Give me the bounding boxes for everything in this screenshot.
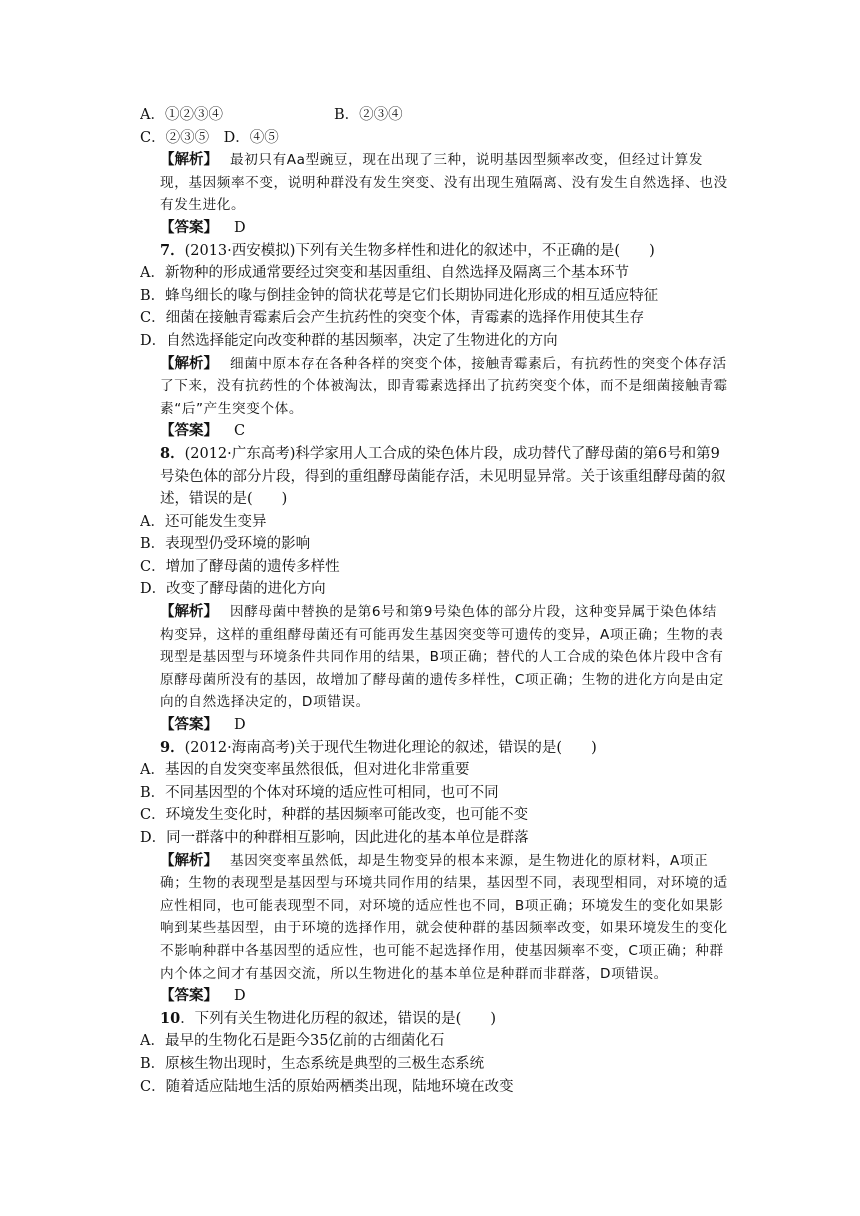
q8-stem bbox=[140, 443, 730, 511]
q6-option-a: A．①②③④ bbox=[140, 107, 223, 123]
q8-source: (2012·广东高考) bbox=[184, 445, 296, 462]
q6-analysis bbox=[140, 149, 730, 217]
q8-option-c: C．增加了酵母菌的遗传多样性 bbox=[140, 558, 340, 575]
q6-answer bbox=[140, 217, 730, 240]
q8-analysis-text: 因酵母菌中替换的是第6号和第9号染色体的部分片段，这种变异属于染色体结构变异，这样的重组酵母菌还有可能再发生基因突变等可遗传的变异，A项正确；生物的表现型是基因型与环境条件共同作用的结果，B项正确；替代的人工合成的染色体片段中含有原酵母菌所没有的基因，故增加了酵母菌的遗传多样性，C项正确；生物的进化方向是由定向的自然选择决定的，D项错误。 bbox=[160, 604, 724, 711]
q8-stem-text: 科学家用人工合成的染色体片段，成功替代了酵母菌的第6号和第9号染色体的部分片段，得到的重组酵母菌能存活，未见明显异常。关于该重组酵母菌的叙述，错误的是( ) bbox=[160, 445, 726, 508]
q10-stem bbox=[140, 1008, 730, 1031]
q8-answer bbox=[140, 714, 730, 737]
q7-source: (2013·西安模拟) bbox=[184, 242, 296, 259]
q7-stem bbox=[140, 240, 730, 263]
q6-answer-value: D bbox=[234, 219, 246, 236]
q9-stem bbox=[140, 737, 730, 760]
q10-option-c: C．随着适应陆地生活的原始两栖类出现，陆地环境在改变 bbox=[140, 1078, 514, 1095]
analysis-tag: 【解析】 bbox=[160, 851, 218, 869]
q6-options-cd: C．②③⑤ D．④⑤ bbox=[140, 129, 279, 146]
q7-number: 7． bbox=[160, 241, 185, 259]
answer-tag: 【答案】 bbox=[160, 218, 218, 236]
q6-option-b: B．②③④ bbox=[334, 107, 403, 123]
analysis-tag: 【解析】 bbox=[160, 151, 218, 169]
q10-option-b: B．原核生物出现时，生态系统是典型的三极生态系统 bbox=[140, 1055, 485, 1072]
answer-tag: 【答案】 bbox=[160, 422, 218, 440]
q7-answer bbox=[140, 420, 730, 443]
q6-analysis-text: 最初只有Aa型豌豆，现在出现了三种，说明基因型频率改变，但经过计算发现，基因频率不变，说明种群没有发生突变、没有出现生殖隔离、没有发生自然选择、也没有发生进化。 bbox=[160, 152, 728, 214]
q8-option-a: A．还可能发生变异 bbox=[140, 513, 267, 530]
q9-option-a: A．基因的自发突变率虽然很低，但对进化非常重要 bbox=[140, 762, 470, 779]
q10-stem-text: ．下列有关生物进化历程的叙述，错误的是( ) bbox=[180, 1010, 496, 1027]
q9-analysis bbox=[140, 850, 730, 986]
q8-option-b: B．表现型仍受环境的影响 bbox=[140, 536, 311, 553]
q8-number: 8． bbox=[160, 444, 185, 462]
q8-answer-value: D bbox=[234, 717, 246, 734]
q8-analysis bbox=[140, 601, 730, 714]
document-body bbox=[140, 104, 730, 1098]
answer-tag: 【答案】 bbox=[160, 716, 218, 734]
q9-answer-value: D bbox=[234, 988, 246, 1005]
q7-analysis-text: 细菌中原本存在各种各样的突变个体，接触青霉素后，有抗药性的突变个体存活了下来，没有抗药性的个体被淘汰，即青霉素选择出了抗药突变个体，而不是细菌接触青霉素“后”产生突变个体。 bbox=[160, 355, 728, 417]
answer-tag: 【答案】 bbox=[160, 987, 218, 1005]
q6-options-ab bbox=[140, 104, 730, 127]
q9-option-b: B．不同基因型的个体对环境的适应性可相同，也可不同 bbox=[140, 784, 499, 801]
q7-option-c: C．细菌在接触青霉素后会产生抗药性的突变个体，青霉素的选择作用使其生存 bbox=[140, 310, 645, 327]
q9-stem-text: 关于现代生物进化理论的叙述，错误的是( ) bbox=[295, 739, 597, 756]
q9-option-c: C．环境发生变化时，种群的基因频率可能改变，也可能不变 bbox=[140, 807, 529, 824]
q7-option-d: D．自然选择能定向改变种群的基因频率，决定了生物进化的方向 bbox=[140, 332, 558, 349]
q7-stem-text: 下列有关生物多样性和进化的叙述中，不正确的是( ) bbox=[295, 242, 655, 259]
analysis-tag: 【解析】 bbox=[160, 354, 218, 372]
q9-number: 9． bbox=[160, 738, 185, 756]
q9-option-d: D．同一群落中的种群相互影响，因此进化的基本单位是群落 bbox=[140, 830, 529, 846]
q10-option-a: A．最早的生物化石是距今35亿前的古细菌化石 bbox=[140, 1033, 445, 1050]
analysis-tag: 【解析】 bbox=[160, 603, 218, 621]
q7-analysis bbox=[140, 353, 730, 421]
q9-source: (2012·海南高考) bbox=[184, 739, 296, 756]
q9-analysis-text: 基因突变率虽然低，却是生物变异的根本来源，是生物进化的原材料，A项正确；生物的表现型是基因型与环境共同作用的结果，基因型不同，表现型相同，对环境的适应性相同，也可能表现型不同，对环境的适应性也不同，B项正确；环境发生的变化如果影响到某些基因型，由于环境的选择作用，就会使种群的基因频率改变，如果环境发生的变化不影响种群中各基因型的适应性，也可能不起选择作用，使基因频率不变，C项正确；种群内个体之间才有基因交流，所以生物进化的基本单位是种群而非群落，D项错误。 bbox=[160, 852, 728, 982]
q10-number: 10 bbox=[160, 1009, 181, 1027]
q8-option-d: D．改变了酵母菌的进化方向 bbox=[140, 581, 326, 598]
q7-option-a: A．新物种的形成通常要经过突变和基因重组、自然选择及隔离三个基本环节 bbox=[140, 265, 629, 282]
q9-answer bbox=[140, 985, 730, 1008]
q7-answer-value: C bbox=[234, 423, 246, 440]
q7-option-b: B．蜂鸟细长的喙与倒挂金钟的筒状花萼是它们长期协同进化形成的相互适应特征 bbox=[140, 287, 659, 304]
